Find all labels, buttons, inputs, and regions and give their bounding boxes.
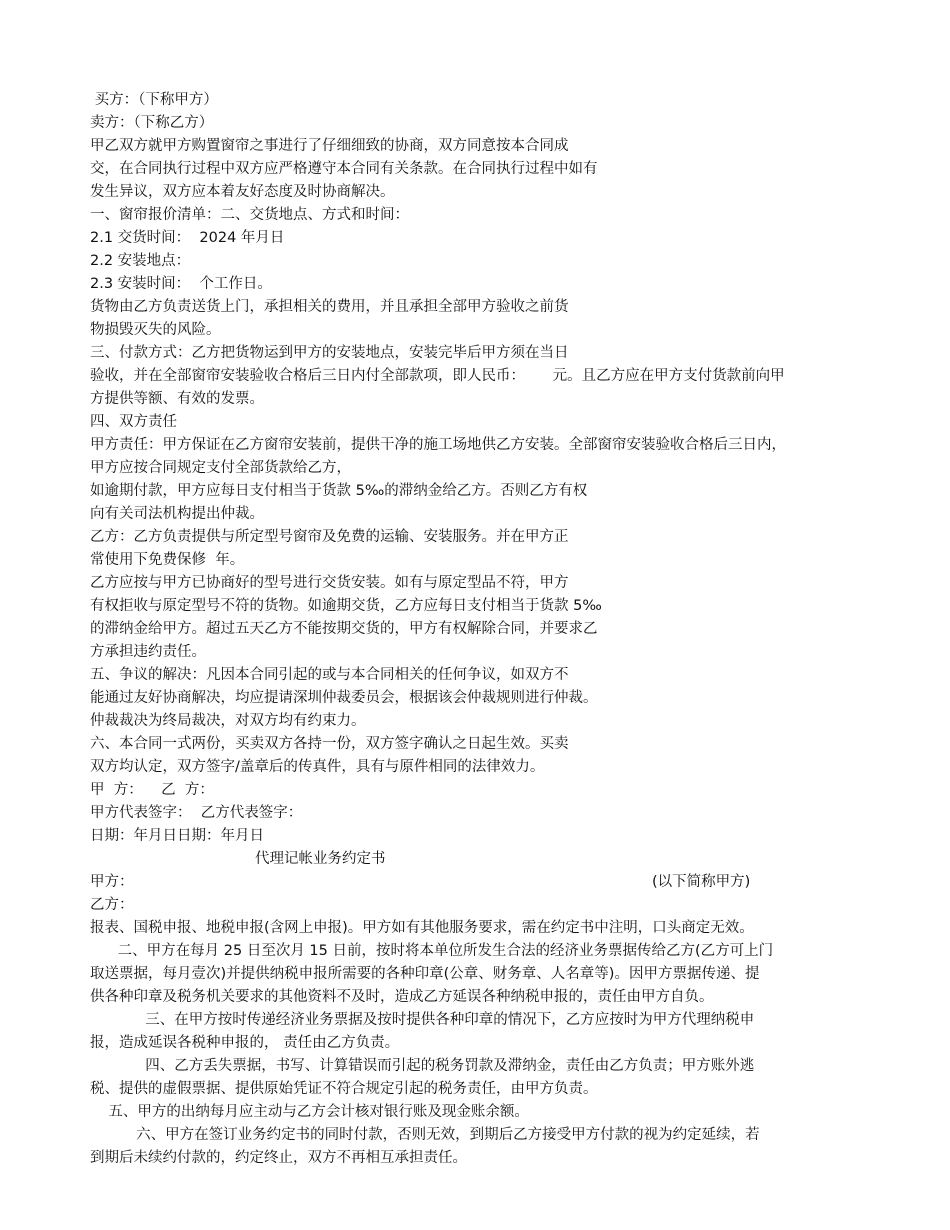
party-a-label: 甲方： [90,874,134,890]
signature-dates: 日期：年月日日期：年月日 [90,828,264,844]
party-b-label: 乙方： [90,897,134,913]
text-line: 货物由乙方负责送货上门，承担相关的费用，并且承担全部甲方验收之前货 [90,299,569,315]
text-line: 向有关司法机构提出仲裁。 [90,506,264,522]
text-line: 如逾期付款，甲方应每日支付相当于货款 5‰的滞纳金给乙方。否则乙方有权 [90,483,588,499]
seller-line: 卖方：（下称乙方） [90,115,214,131]
text-line: 交，在合同执行过程中双方应严格遵守本合同有关条款。在合同执行过程中如有 [90,161,598,177]
agreement-text-line: 取送票据，每月壹次)并提供纳税申报所需要的各种印章(公章、财务章、人名章等)。因甲方票据传递、提 [90,966,760,982]
agreement-text-line: 三、在甲方按时传递经济业务票据及按时提供各种印章的情况下，乙方应按时为甲方代理纳税申 [90,1012,755,1028]
text-line: 物损毁灭失的风险。 [90,322,221,338]
section-heading: 五、争议的解决：凡因本合同引起的或与本合同相关的任何争议，如双方不 [90,667,569,683]
section-heading: 三、付款方式：乙方把货物运到甲方的安装地点，安装完毕后甲方须在当日 [90,345,569,361]
agreement-text-line: 报，造成延误各税种申报的， 责任由乙方负责。 [90,1035,400,1051]
signature-parties: 甲 方： 乙 方： [90,782,214,798]
agreement-text-line: 税、提供的虚假票据、提供原始凭证不符合规定引起的税务责任，由甲方负责。 [90,1081,598,1097]
text-line: 发生异议，双方应本着友好态度及时协商解决。 [90,184,395,200]
agreement-text-line: 五、甲方的出纳每月应主动与乙方会计核对银行账及现金账余额。 [90,1104,529,1120]
agreement-text-line: 报表、国税申报、地税申报(含网上申报)。甲方如有其他服务要求，需在约定书中注明，口头商定无效。 [90,920,754,936]
section-heading: 一、窗帘报价清单：二、交货地点、方式和时间： [90,207,409,223]
agreement-text-line: 二、甲方在每月 25 日至次月 15 日前，按时将本单位所发生合法的经济业务票据传给乙方(乙方可上门 [90,943,774,959]
buyer-line: 买方：（下称甲方） [90,92,218,108]
text-line: 能通过友好协商解决，均应提请深圳仲裁委员会，根据该会仲裁规则进行仲裁。 [90,690,598,706]
section-heading: 四、双方责任 [90,414,177,430]
agreement-text-line: 到期后未续约付款的，约定终止，双方不再相互承担责任。 [90,1150,467,1166]
text-line: 常使用下免费保修 年。 [90,552,245,568]
text-line: 乙方：乙方负责提供与所定型号窗帘及免费的运输、安装服务。并在甲方正 [90,529,569,545]
text-line: 验收，并在全部窗帘安装验收合格后三日内付全部款项，即人民币： 元。且乙方应在甲方支付货款前向甲 [90,368,785,384]
text-line: 2.3 安装时间： 个工作日。 [90,276,272,292]
agreement-text-line: 六、甲方在签订业务约定书的同时付款，否则无效，到期后乙方接受甲方付款的视为约定延续，若 [90,1127,760,1143]
text-line: 有权拒收与原定型号不符的货物。如逾期交货，乙方应每日支付相当于货款 5‰ [90,598,602,614]
text-line: 的滞纳金给甲方。超过五天乙方不能按期交货的，甲方有权解除合同，并要求乙 [90,621,598,637]
section-heading: 六、本合同一式两份，买卖双方各持一份，双方签字确认之日起生效。买卖 [90,736,569,752]
text-line: 方提供等额、有效的发票。 [90,391,264,407]
agreement-text-line: 四、乙方丢失票据，书写、计算错误而引起的税务罚款及滞纳金，责任由乙方负责；甲方账外逃 [90,1058,755,1074]
text-line: 方承担违约责任。 [90,644,206,660]
text-line: 2.2 安装地点： [90,253,191,269]
text-line: 双方均认定，双方签字/盖章后的传真件，具有与原件相同的法律效力。 [90,759,545,775]
text-line: 仲裁裁决为终局裁决，对双方均有约束力。 [90,713,366,729]
agreement-title: 代理记帐业务约定书 [255,851,386,867]
party-a-note: (以下简称甲方) [652,874,751,890]
agreement-text-line: 供各种印章及税务机关要求的其他资料不及时，造成乙方延误各种纳税申报的，责任由甲方自负。 [90,989,714,1005]
text-line: 甲方应按合同规定支付全部货款给乙方， [90,460,351,476]
text-line: 2.1 交货时间： 2024 年月日 [90,230,285,246]
signature-representatives: 甲方代表签字： 乙方代表签字： [90,805,303,821]
text-line: 乙方应按与甲方已协商好的型号进行交货安装。如有与原定型品不符，甲方 [90,575,569,591]
text-line: 甲乙双方就甲方购置窗帘之事进行了仔细细致的协商，双方同意按本合同成 [90,138,569,154]
text-line: 甲方责任：甲方保证在乙方窗帘安装前，提供干净的施工场地供乙方安装。全部窗帘安装验收合格后三日内， [90,437,786,453]
